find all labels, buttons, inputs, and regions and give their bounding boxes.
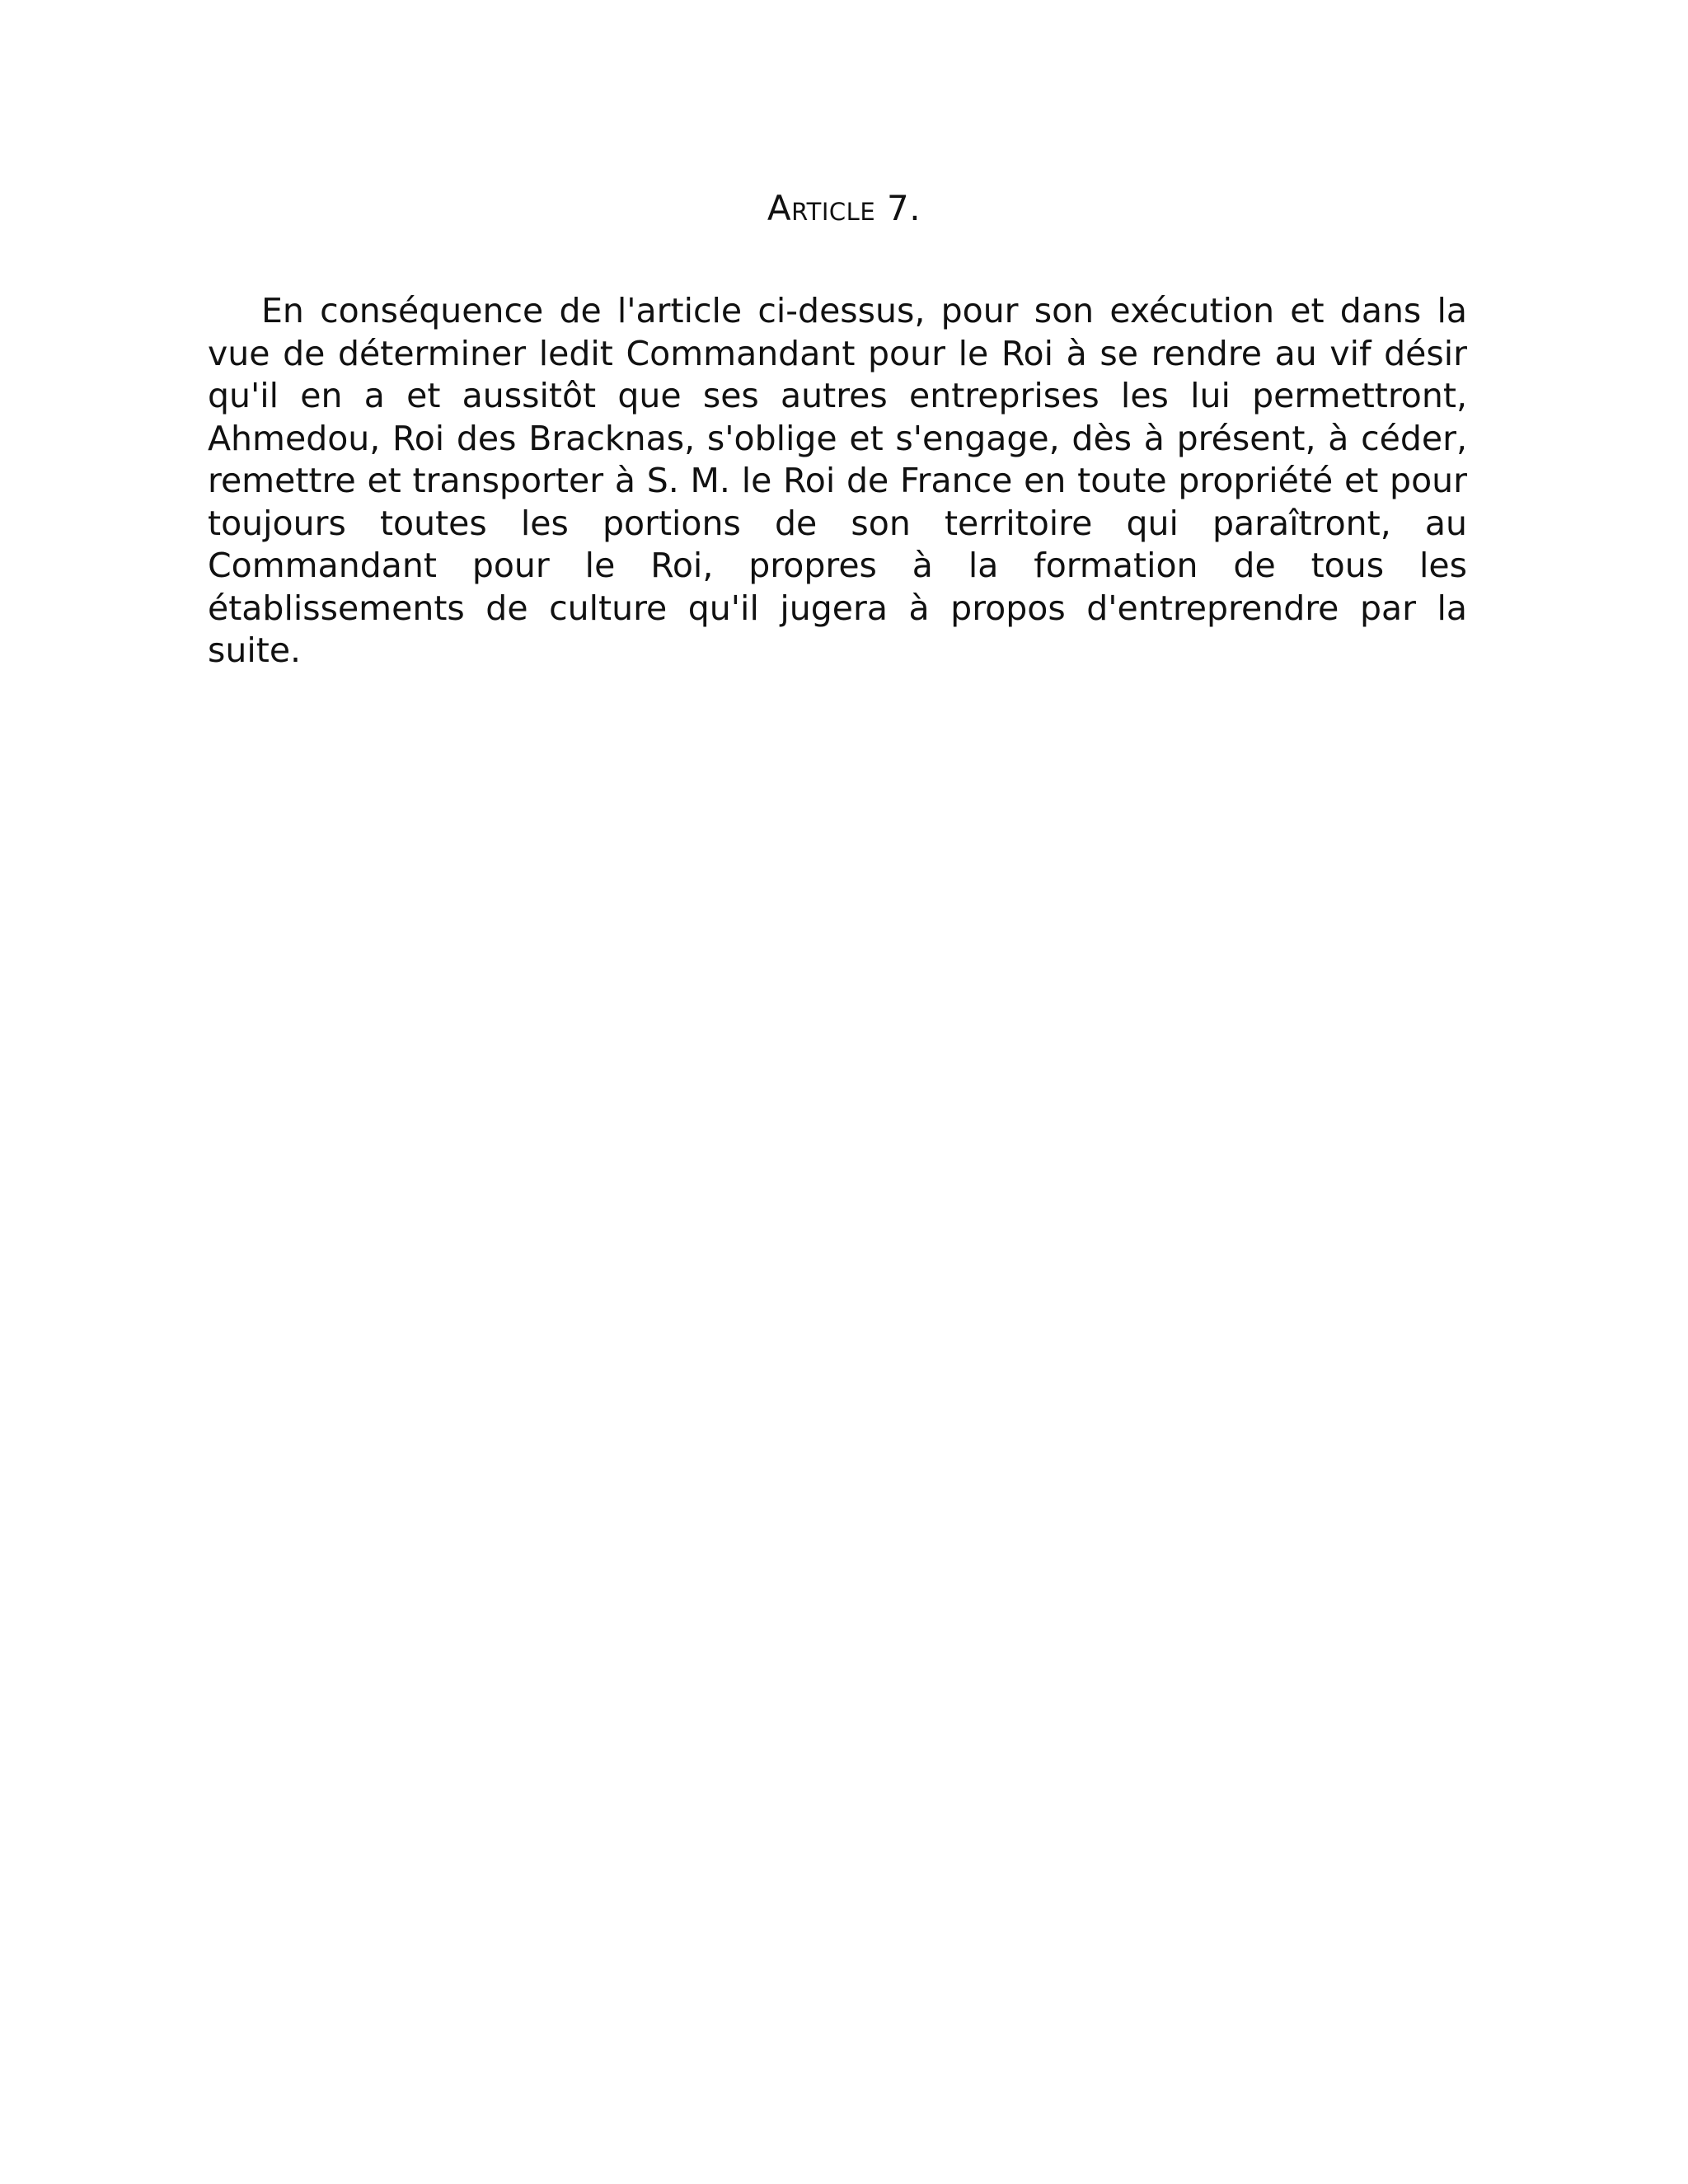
article-heading: Article 7. [767, 188, 921, 228]
article-body-paragraph: En conséquence de l'article ci-dessus, pour son exécution et dans la vue de déterminer ledit Commandant pour le Roi à se rendre au vif désir qu'il en a et aussitôt que ses autres entreprises les lui permettront, Ahmedou, Roi des Bracknas, s'oblige et s'engage, dès à présent, à céder, remettre et transporter à S. M. le Roi de France en toute propriété et pour toujours toutes les portions de son territoire qui paraîtront, au Commandant pour le Roi, propres à la formation de tous les établissements de culture qu'il jugera à propos d'entreprendre par la suite. [208, 291, 1467, 670]
